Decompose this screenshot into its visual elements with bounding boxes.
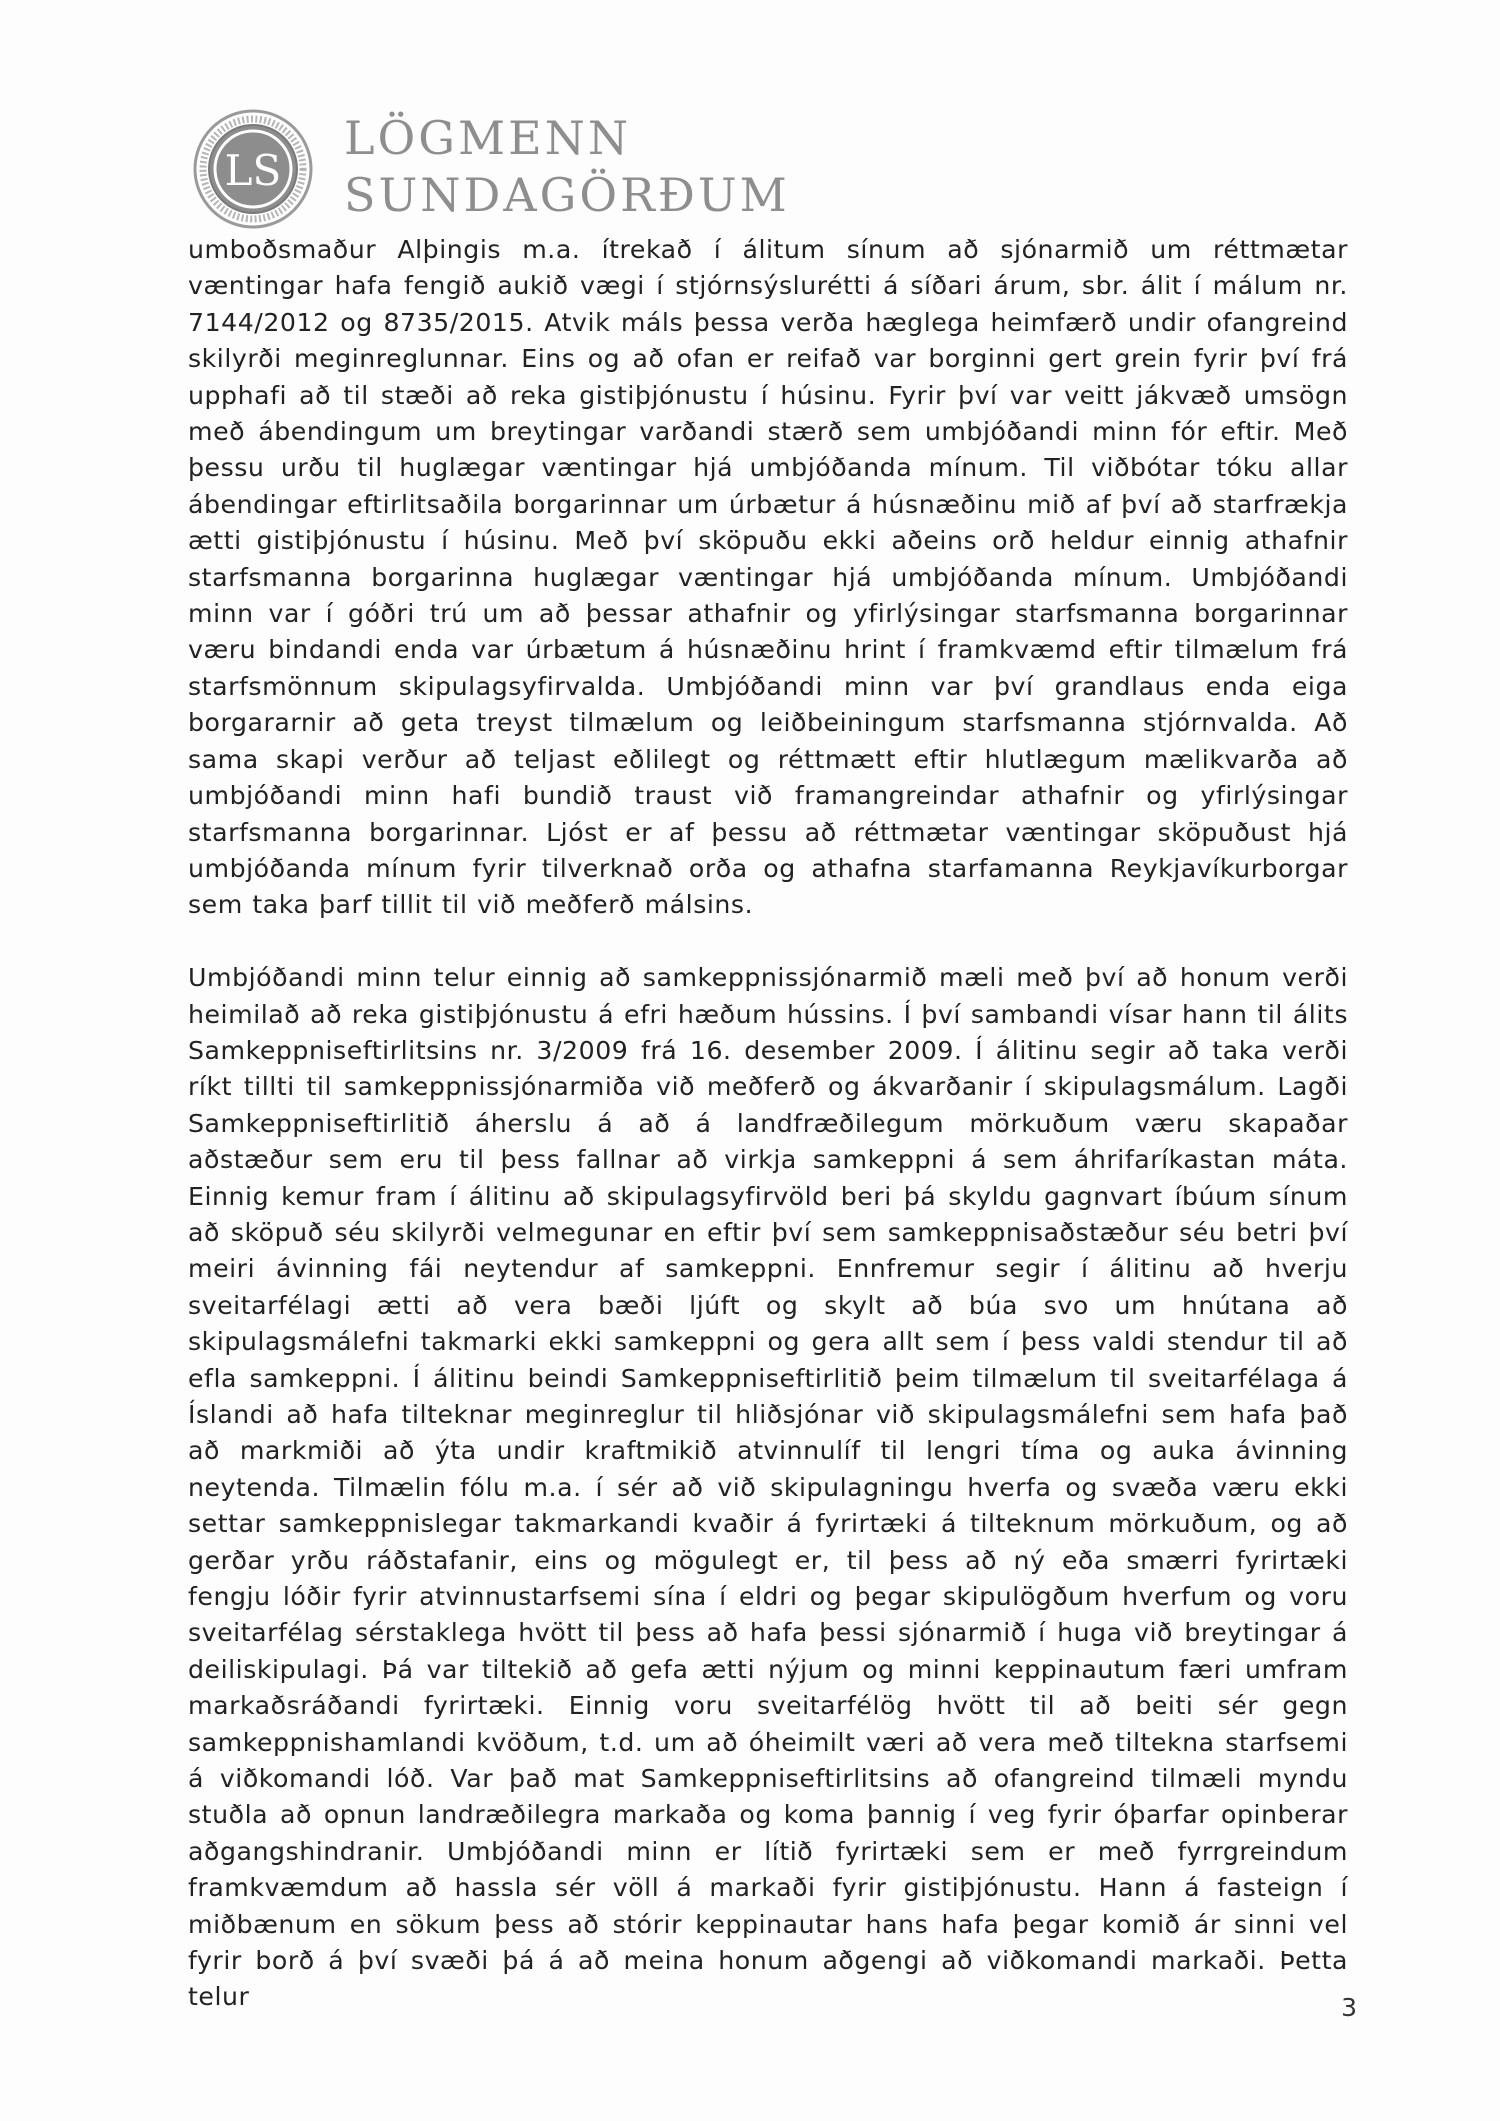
seal-initials: LS: [224, 146, 282, 195]
firm-name-line-1: LÖGMENN: [344, 111, 632, 165]
law-firm-seal-icon: [192, 108, 314, 230]
firm-name-line-2: SUNDAGÖRÐUM: [344, 168, 790, 222]
paragraph: Umbjóðandi minn telur einnig að samkeppnissjónarmið mæli með því að honum verði heimilað að reka gistiþjónustu á efri hæðum hússins. Í því sambandi vísar hann til álits Samkeppniseftirlitsins nr. 3/2009 frá 16. desember 2009. Í álitinu segir að taka verði ríkt tillti til samkeppnissjónarmiða við meðferð og ákvarðanir í skipulagsmálum. Lagði Samkeppniseftirlitið áherslu á að á landfræðilegum mörkuðum væru skapaðar aðstæður sem eru til þess fallnar að virkja samkeppni á sem áhrifaríkastan máta. Einnig kemur fram í álitinu að skipulagsyfirvöld beri þá skyldu gagnvart íbúum sínum að sköpuð séu skilyrði velmegunar en eftir því sem samkeppnisaðstæður séu betri því meiri ávinning fái neytendur af samkeppni. Ennfremur segir í álitinu að hverju sveitarfélagi ætti að vera bæði ljúft og skylt að búa svo um hnútana að skipulagsmálefni takmarki ekki samkeppni og gera allt sem í þess valdi stendur til að efla samkeppni. Í álitinu beindi Samkeppniseftirlitið þeim tilmælum til sveitarfélaga á Íslandi að hafa tilteknar meginreglur til hliðsjónar við skipulagsmálefni sem hafa það að markmiði að ýta undir kraftmikið atvinnulíf til lengri tíma og auka ávinning neytenda. Tilmælin fólu m.a. í sér að við skipulagningu hverfa og svæða væru ekki settar samkeppnislegar takmarkandi kvaðir á fyrirtæki á tilteknum mörkuðum, og að gerðar yrðu ráðstafanir, eins og mögulegt er, til þess að ný eða smærri fyrirtæki fengju lóðir fyrir atvinnustarfsemi sína í eldri og þegar skipulögðum hverfum og voru sveitarfélag sérstaklega hvött til þess að hafa þessi sjónarmið í huga við breytingar á deiliskipulagi. Þá var tiltekið að gefa ætti nýjum og minni keppinautum færi umfram markaðsráðandi fyrirtæki. Einnig voru sveitarfélög hvött til að beiti sér gegn samkeppnishamlandi kvöðum, t.d. um að óheimilt væri að vera með tiltekna starfsemi á viðkomandi lóð. Var það mat Samkeppniseftirlitsins að ofangreind tilmæli myndu stuðla að opnun landræðilegra markaða og koma þannig í veg fyrir óþarfar opinberar aðgangshindranir. Umbjóðandi minn er lítið fyrirtæki sem er með fyrrgreindum framkvæmdum að hassla sér völl á markaði fyrir gistiþjónustu. Hann á fasteign í miðbænum en sökum þess að stórir keppinautar hans hafa þegar komið ár sinni vel fyrir borð á því svæði þá á að meina honum aðgengi að viðkomandi markaði. Þetta telur: [188, 963, 1348, 2012]
firm-logo: [192, 108, 790, 228]
letter-body: [188, 232, 1348, 2016]
page-number: 3: [1341, 1993, 1357, 2022]
paragraph: umboðsmaður Alþingis m.a. ítrekað í álitum sínum að sjónarmið um réttmætar væntingar hafa fengið aukið vægi í stjórnsýslurétti á síðari árum, sbr. álit í málum nr. 7144/2012 og 8735/2015. Atvik máls þessa verða hæglega heimfærð undir ofangreind skilyrði meginreglunnar. Eins og að ofan er reifað var borginni gert grein fyrir því frá upphafi að til stæði að reka gistiþjónustu í húsinu. Fyrir því var veitt jákvæð umsögn með ábendingum um breytingar varðandi stærð sem umbjóðandi minn fór eftir. Með þessu urðu til huglægar væntingar hjá umbjóðanda mínum. Til viðbótar tóku allar ábendingar eftirlitsaðila borgarinnar um úrbætur á húsnæðinu mið af því að starfrækja ætti gistiþjónustu í húsinu. Með því sköpuðu ekki aðeins orð heldur einnig athafnir starfsmanna borgarinna huglægar væntingar hjá umbjóðanda mínum. Umbjóðandi minn var í góðri trú um að þessar athafnir og yfirlýsingar starfsmanna borgarinnar væru bindandi enda var úrbætum á húsnæðinu hrint í framkvæmd eftir tilmælum frá starfsmönnum skipulagsyfirvalda. Umbjóðandi minn var því grandlaus enda eiga borgararnir að geta treyst tilmælum og leiðbeiningum starfsmanna stjórnvalda. Að sama skapi verður að teljast eðlilegt og réttmætt eftir hlutlægum mælikvarða að umbjóðandi minn hafi bundið traust við framangreindar athafnir og yfirlýsingar starfsmanna borgarinnar. Ljóst er af þessu að réttmætar væntingar sköpuðust hjá umbjóðanda mínum fyrir tilverknað orða og athafna starfamanna Reykjavíkurborgar sem taka þarf tillit til við meðferð málsins.: [188, 235, 1348, 920]
firm-name: [344, 110, 790, 224]
